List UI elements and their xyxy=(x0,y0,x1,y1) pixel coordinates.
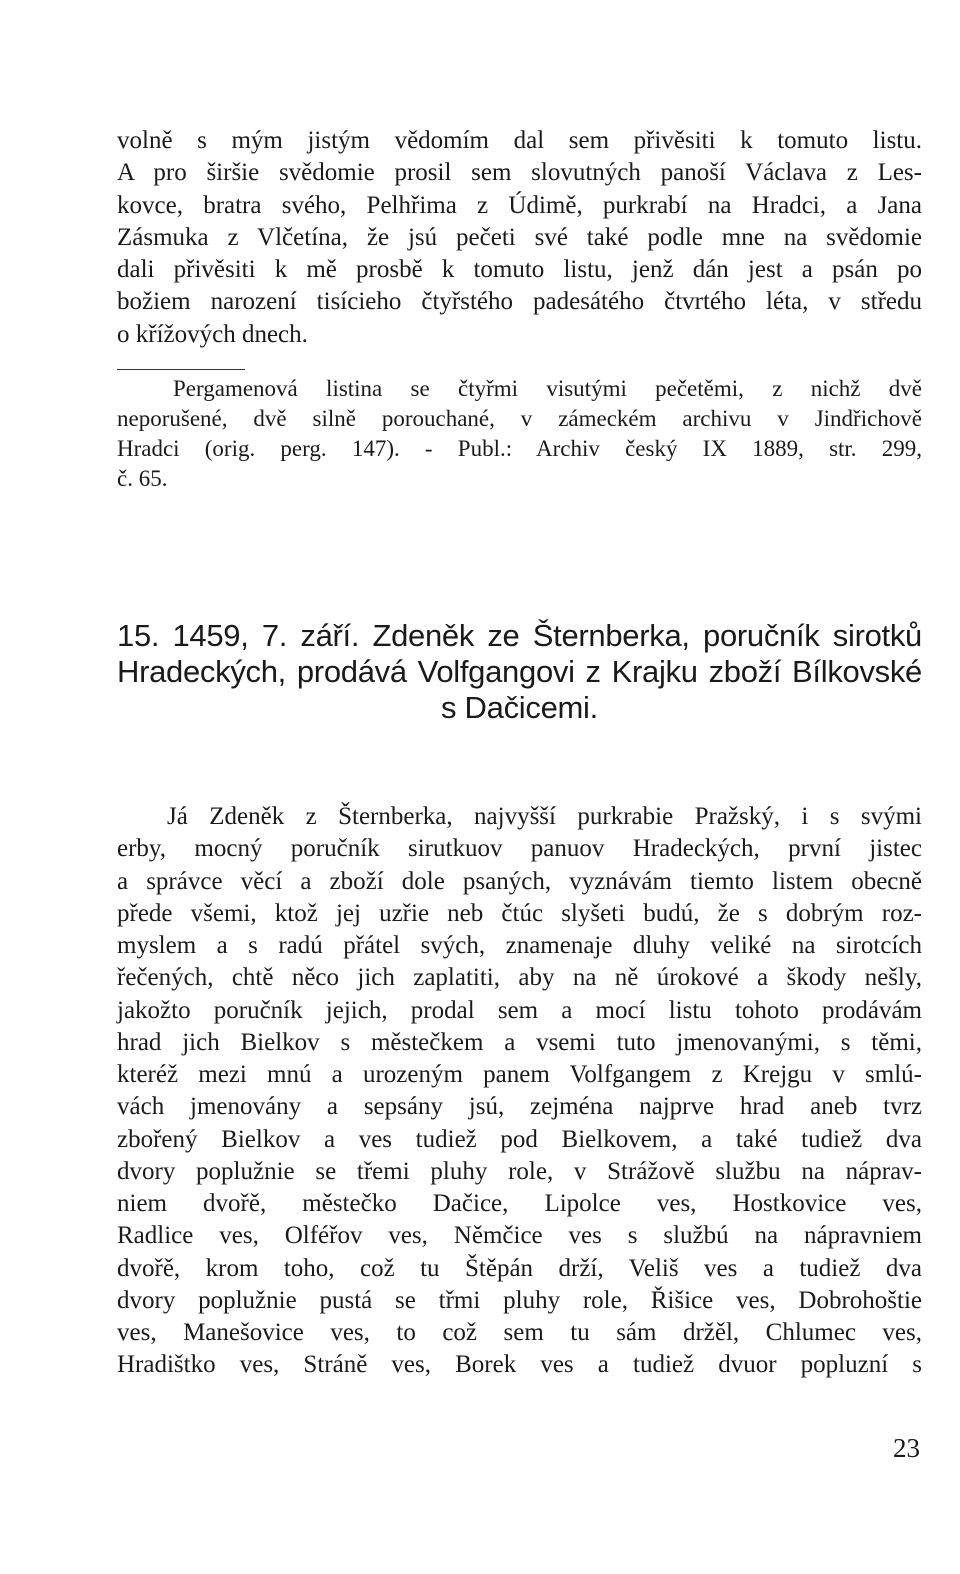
text-line: myslem a s radú přátel svých, znamenaje dluhy veliké na sirotcích xyxy=(117,932,922,959)
text-line: kteréž mezi mnú a urozeným panem Volfgangem z Krejgu v smlú- xyxy=(117,1061,922,1088)
top-paragraph xyxy=(117,125,922,351)
heading-line: Hradeckých, prodává Volfgangovi z Krajku zboží Bílkovské xyxy=(117,654,922,689)
page-number: 23 xyxy=(893,1433,920,1463)
text-line: Zásmuka z Vlčetína, že jsú pečeti své také podle mne na svědomie xyxy=(117,223,922,251)
heading-line: s Dačicemi. xyxy=(441,690,598,725)
text-line: zbořený Bielkov a ves tudiež pod Bielkovem, a také tudiež dva xyxy=(117,1125,922,1153)
text-line: volně s mým jistým vědomím dal sem přivěsiti k tomuto listu. xyxy=(117,127,922,154)
main-paragraph xyxy=(117,801,922,1382)
text-line: dvořě, krom toho, což tu Štěpán drží, Veliš ves a tudiež dva xyxy=(117,1254,922,1282)
source-note xyxy=(117,374,922,494)
note-line: č. 65. xyxy=(117,466,168,491)
text-line: Hradištko ves, Stráně ves, Borek ves a tudiež dvuor popluzní s xyxy=(117,1351,922,1379)
text-line: erby, mocný poručník sirutkuov panuov Hradeckých, první jistec xyxy=(117,835,922,863)
text-line: ves, Manešovice ves, to což sem tu sám držěl, Chlumec ves, xyxy=(117,1319,922,1346)
text-line: dali přivěsiti k mě prosbě k tomuto listu, jenž dán jest a psán po xyxy=(117,256,922,284)
text-line: dvory poplužnie pustá se třmi pluhy role, Řišice ves, Dobrohoštie xyxy=(117,1286,922,1314)
text-line: hrad jich Bielkov s městečkem a vsemi tuto jmenovanými, s těmi, xyxy=(117,1028,922,1056)
text-line: niem dvořě, městečko Dačice, Lipolce ves, Hostkovice ves, xyxy=(117,1190,922,1217)
text-line: dvory poplužnie se třemi pluhy role, v Strážově službu na náprav- xyxy=(117,1157,922,1185)
text-line: Radlice ves, Olféřov ves, Němčice ves s službú na nápravniem xyxy=(117,1222,922,1250)
text-line: jakožto poručník jejich, prodal sem a mocí listu tohoto prodávám xyxy=(117,996,922,1024)
text-line: A pro širšie svědomie prosil sem slovutných panoší Václava z Les- xyxy=(117,159,922,187)
text-line: kovce, bratra svého, Pelhřima z Údimě, purkrabí na Hradci, a Jana xyxy=(117,191,922,219)
heading-line: 15. 1459, 7. září. Zdeněk ze Šternberka, poručník sirotků xyxy=(117,618,922,653)
text-line: o křížových dnech. xyxy=(117,320,308,348)
footnote-rule xyxy=(117,369,245,370)
text-line: přede všemi, ktož jej uzřie neb čtúc slyšeti budú, že s dobrým roz- xyxy=(117,899,922,927)
text-line: Já Zdeněk z Šternberka, najvyšší purkrabie Pražský, i s svými xyxy=(167,803,922,830)
text-line: a správce věcí a zboží dole psaných, vyznávám tiemto listem obecně xyxy=(117,867,922,895)
text-line: řečených, chtě něco jich zaplatiti, aby na ně úrokové a škody nešly, xyxy=(117,964,922,992)
note-line: neporušené, dvě silně porouchané, v zámeckém archivu v Jindřichově xyxy=(117,406,922,431)
text-line: božiem narození tisícieho čtyřstého padesátého čtvrtého léta, v středu xyxy=(117,288,922,316)
note-line: Pergamenová listina se čtyřmi visutými pečetěmi, z nichž dvě xyxy=(173,376,922,401)
text-line: vách jmenovány a sepsány jsú, zejména najprve hrad aneb tvrz xyxy=(117,1093,922,1121)
note-line: Hradci (orig. perg. 147). - Publ.: Archiv český IX 1889, str. 299, xyxy=(117,436,922,461)
document-heading xyxy=(117,618,922,726)
